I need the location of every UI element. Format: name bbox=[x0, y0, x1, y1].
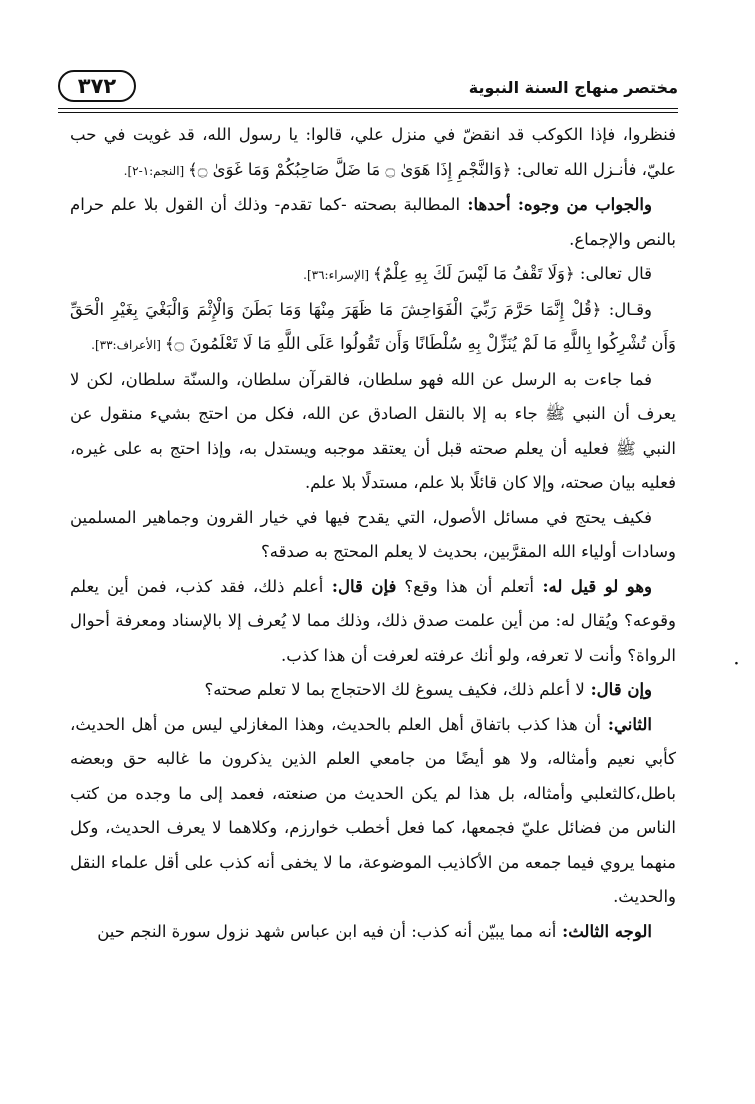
quran-verse: ﴿قُلْ إِنَّمَا حَرَّمَ رَبِّيَ الْفَوَاحِشَ مَا ظَهَرَ مِنْهَا وَمَا بَطَنَ وَالْإِثْمَ وَالْبَغْيَ بِغَيْرِ الْحَقِّ وَأَن تُشْرِكُوا بِاللَّهِ مَا لَمْ يُنَزِّلْ بِهِ سُلْطَانًا وَأَن تَقُولُوا عَلَى اللَّهِ مَا لَا تَعْلَمُونَ ۝﴾ bbox=[70, 299, 676, 353]
header-rule bbox=[58, 108, 678, 109]
bold-lead: والجواب من وجوه: أحدها: bbox=[460, 195, 652, 214]
paragraph-3 bbox=[70, 257, 676, 293]
header-rule-thin bbox=[58, 112, 678, 113]
verse-reference: [النجم:١-٢]. bbox=[123, 163, 189, 178]
bold-lead: وهو لو قيل له: bbox=[533, 576, 652, 596]
text-span: وقـال: bbox=[601, 299, 652, 319]
text-span: لا أعلم ذلك، فكيف يسوغ لك الاحتجاج بما لا تعلم صحته؟ bbox=[204, 680, 585, 699]
verse-reference: [الإسراء:٣٦]. bbox=[303, 268, 373, 282]
bold-lead: فإن قال: bbox=[323, 576, 397, 596]
quran-verse: ﴿وَالنَّجْمِ إِذَا هَوَىٰ ۝ مَا ضَلَّ صَاحِبُكُمْ وَمَا غَوَىٰ ۝﴾ bbox=[188, 159, 512, 179]
page-header bbox=[58, 70, 678, 110]
text-span: أن هذا كذب باتفاق أهل العلم بالحديث، وهذا المغازلي ليس من أهل الحديث، كأبي نعيم وأمثاله، ولا هو أيضًا من جامعي العلم الذين يذكرون ما غالبه حق وبعضه باطل،كالثعلبي وأمثاله، بل هذا لم يكن الحديث من صنعته، فعمد إلى ما وجده من كتب الناس من فضائل عليّ فجمعها، كما فعل أخطب خوارزم، وكلاهما لا يعرف الحديث، وكل منهما يروي فيما جمعه من الأكاذيب الموضوعة، ما لا يخفى أنه كذب على أقل علماء النقل والحديث. bbox=[70, 714, 676, 906]
text-span: أتعلم أن هذا وقع؟ bbox=[396, 576, 534, 596]
text-span: قال تعالى: bbox=[574, 264, 652, 283]
page-number: ٣٧٢ bbox=[58, 70, 136, 102]
quran-verse: ﴿وَلَا تَقْفُ مَا لَيْسَ لَكَ بِهِ عِلْمٌ﴾ bbox=[372, 264, 575, 283]
body-text bbox=[70, 118, 676, 949]
bold-lead: الوجه الثالث: bbox=[556, 921, 652, 941]
text-span: فنظروا، فإذا الكوكب قد انقضّ في منزل علي، قالوا: يا رسول الله، قد غويت في حب عليّ، فأنـزل الله تعالى: bbox=[70, 125, 676, 179]
paragraph-9 bbox=[70, 708, 676, 915]
text-span: المطالبة بصحته -كما تقدم- وذلك أن القول بلا علم حرام بالنص والإجماع. bbox=[70, 195, 676, 249]
verse-reference: [الأعراف:٣٣]. bbox=[91, 338, 165, 352]
text-span: فكيف يحتج في مسائل الأصول، التي يقدح فيها في خيار القرون وجماهير المسلمين وسادات أولياء الله المقرَّبين، بحديث لا يعلم المحتج به صدقه؟ bbox=[70, 507, 676, 561]
paragraph-1 bbox=[70, 118, 676, 188]
paragraph-6 bbox=[70, 501, 676, 570]
margin-mark: · bbox=[734, 656, 739, 672]
text-span: أعلم ذلك، فقد كذب، فمن أين يعلم وقوعه؟ ويُقال له: من أين علمت صدق ذلك، وذلك مما لا يُعرف إلا بالإسناد ومعرفة أحوال الرواة؟ وأنت لا تعرفه، ولو أنك عرفته لعرفت أن هذا كذب. bbox=[70, 576, 676, 665]
paragraph-4 bbox=[70, 293, 676, 363]
book-title: مختصر منهاج السنة النبوية bbox=[468, 78, 678, 97]
paragraph-7 bbox=[70, 570, 676, 674]
text-span: أنه مما يبيّن أنه كذب: أن فيه ابن عباس شهد نزول سورة النجم حين bbox=[97, 921, 557, 941]
text-span: فما جاءت به الرسل عن الله فهو سلطان، فالقرآن سلطان، والسنّة سلطان، لكن لا يعرف أن النبي ﷺ جاء به إلا بالنقل الصادق عن الله، فكل من احتج بشيء منقول عن النبي ﷺ فعليه أن يعلم صحته قبل أن يعتقد موجبه ويستدل به، وإذا احتج به على غيره، فعليه بيان صحته، وإلا كان قائلًا بلا علم، مستدلًا بلا علم. bbox=[70, 369, 676, 492]
paragraph-10 bbox=[70, 915, 676, 950]
paragraph-8 bbox=[70, 673, 676, 708]
paragraph-5 bbox=[70, 363, 676, 501]
bold-lead: الثاني: bbox=[600, 714, 652, 734]
bold-lead: وإن قال: bbox=[584, 680, 652, 699]
paragraph-2 bbox=[70, 188, 676, 257]
